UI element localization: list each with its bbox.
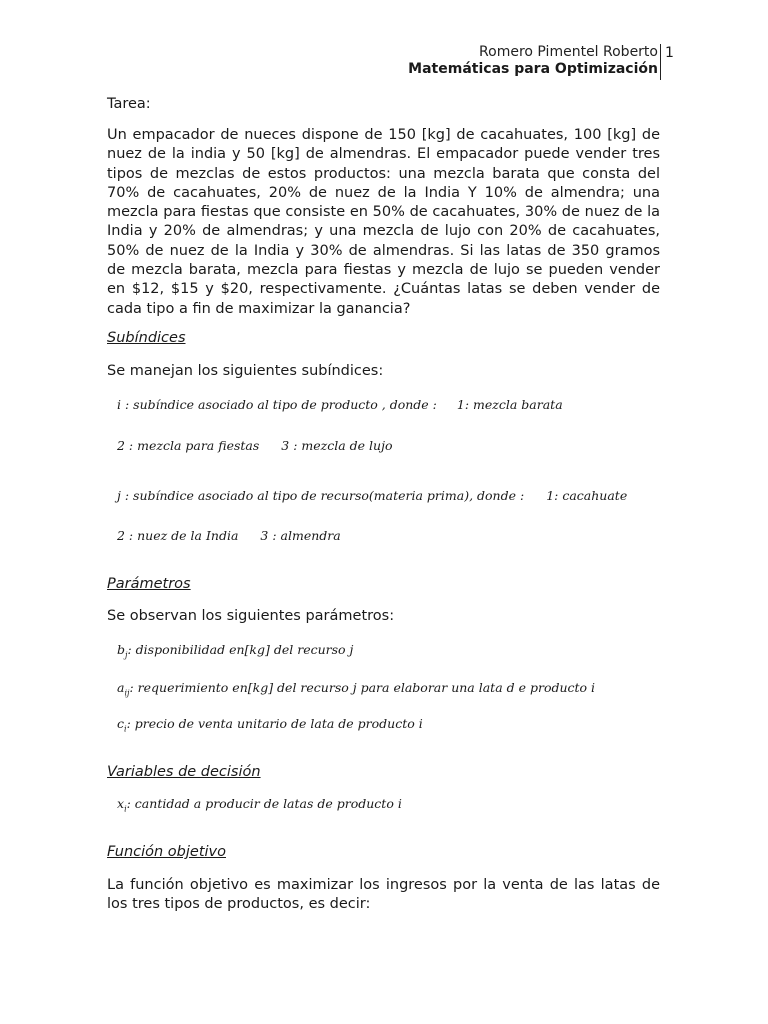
- param-a-symbol: a: [117, 680, 125, 695]
- heading-funcion-objetivo: Función objetivo: [107, 844, 226, 860]
- j-option-3: 3 : almendra: [260, 528, 341, 543]
- i-option-1: 1: mezcla barata: [456, 397, 563, 412]
- math-i-definition: [117, 397, 563, 412]
- heading-subindices: Subíndices: [107, 330, 186, 346]
- var-x-subscript: i: [124, 804, 127, 814]
- problem-statement: Un empacador de nueces dispone de 150 [kg] de cacahuates, 100 [kg] de nuez de la india y 50 [kg] de almendras. El empacador puede vender tres tipos de mezclas de estos productos: una mezcla barata que consta del 70% de cacahuates, 20% de nuez de la India Y 10% de almendra; una mezcla para fiestas que consiste en 50% de cacahuates, 30% de nuez de la India y 20% de almendras; y una mezcla de lujo con 20% de cacahuates, 50% de nuez de la India y 30% de almendras. Si las latas de 350 gramos de mezcla barata, mezcla para fiestas y mezcla de lujo se pueden vender en $12, $15 y $20, respectivamente. ¿Cuántas latas se deben vender de cada tipo a fin de maximizar la ganancia?: [107, 127, 660, 317]
- parametros-intro: Se observan los siguientes parámetros:: [107, 608, 395, 624]
- param-c-description: : precio de venta unitario de lata de producto i: [126, 716, 423, 731]
- var-x: [117, 796, 402, 814]
- header-course: Matemáticas para Optimización: [408, 61, 658, 77]
- param-c: [117, 716, 423, 734]
- param-c-subscript: i: [124, 724, 127, 734]
- header-divider: [660, 44, 661, 80]
- param-a-description: : requerimiento en[kg] del recurso j para elaborar una lata d e producto i: [129, 680, 596, 695]
- param-b-subscript: j: [125, 650, 128, 660]
- param-c-symbol: c: [117, 716, 125, 731]
- var-x-symbol: x: [117, 796, 125, 811]
- j-option-2: 2 : nuez de la India: [117, 528, 239, 543]
- heading-variables: Variables de decisión: [107, 764, 261, 780]
- funcion-objetivo-text: La función objetivo es maximizar los ingresos por la venta de las latas de los tres tipos de productos, es decir:: [107, 877, 660, 913]
- task-label: Tarea:: [107, 96, 151, 112]
- var-x-description: : cantidad a producir de latas de producto i: [126, 796, 402, 811]
- header-author: Romero Pimentel Roberto: [479, 44, 658, 60]
- j-definition-text: j : subíndice asociado al tipo de recurso(materia prima), donde :: [117, 488, 525, 503]
- param-b-symbol: b: [117, 642, 126, 657]
- param-b: [117, 642, 353, 660]
- math-i-options: [117, 438, 392, 453]
- param-a: [117, 680, 595, 698]
- i-option-3: 3 : mezcla de lujo: [281, 438, 393, 453]
- i-definition-text: i : subíndice asociado al tipo de producto , donde :: [117, 397, 437, 412]
- subindices-intro: Se manejan los siguientes subíndices:: [107, 363, 384, 379]
- math-j-options: [117, 528, 341, 543]
- i-option-2: 2 : mezcla para fiestas: [117, 438, 260, 453]
- page-header: [408, 44, 658, 78]
- param-a-subscript: ij: [124, 688, 130, 698]
- param-b-description: : disponibilidad en[kg] del recurso j: [127, 642, 354, 657]
- math-j-definition: [117, 488, 627, 503]
- page-number: 1: [665, 45, 674, 61]
- j-option-1: 1: cacahuate: [546, 488, 628, 503]
- heading-parametros: Parámetros: [107, 576, 191, 592]
